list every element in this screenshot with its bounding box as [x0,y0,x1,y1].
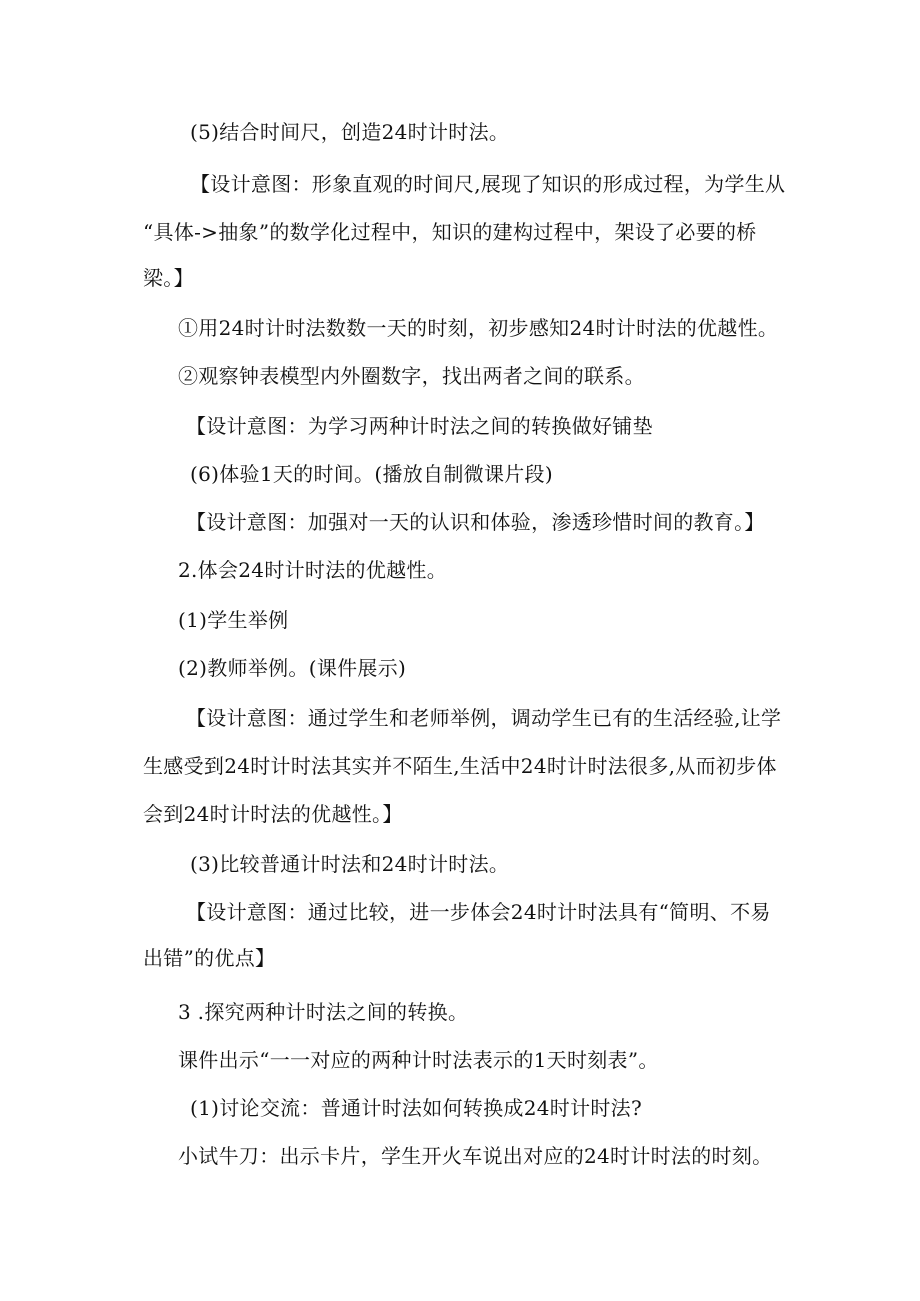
section-2-heading: 2.体会24时计时法的优越性。 [178,558,448,582]
design-intent-1-line-3: 梁。】 [143,266,194,290]
design-intent-1-line-1: 【设计意图：形象直观的时间尺,展现了知识的形成过程，为学生从 [190,172,786,196]
sub-step-2-text: ②观察钟表模型内外圈数字，找出两者之间的联系。 [178,364,645,388]
design-intent-3: 【设计意图：加强对一天的认识和体验，渗透珍惜时间的教育。】 [186,510,765,534]
design-intent-5-line-1: 【设计意图：通过比较，进一步体会24时计时法具有“简明、不易 [186,900,771,924]
design-intent-4-line-3: 会到24时计时法的优越性。】 [143,802,403,826]
section-2-item-2: (2)教师举例。(课件展示) [178,656,407,680]
design-intent-4-line-1: 【设计意图：通过学生和老师举例，调动学生已有的生活经验,让学 [186,706,782,730]
section-2-item-3: (3)比较普通计时法和24时计时法。 [190,852,510,876]
section-3-heading: 3 .探究两种计时法之间的转换。 [178,1000,469,1024]
step-5-text: (5)结合时间尺，创造24时计时法。 [190,120,510,144]
section-3-courseware-text: 课件出示“一一对应的两种计时法表示的1天时刻表”。 [178,1048,659,1072]
sub-step-1-text: ①用24时计时法数数一天的时刻，初步感知24时计时法的优越性。 [178,316,779,340]
section-3-item-1: (1)讨论交流：普通计时法如何转换成24时计时法? [190,1096,643,1120]
design-intent-4-line-2: 生感受到24时计时法其实并不陌生,生活中24时计时法很多,从而初步体 [143,754,777,778]
practice-text: 小试牛刀：出示卡片，学生开火车说出对应的24时计时法的时刻。 [178,1144,773,1168]
step-6-text: (6)体验1天的时间。(播放自制微课片段) [190,462,553,486]
design-intent-1-line-2: “具体->抽象”的数学化过程中，知识的建构过程中，架设了必要的桥 [143,220,757,244]
design-intent-2: 【设计意图：为学习两种计时法之间的转换做好铺垫 [186,414,653,438]
section-2-item-1: (1)学生举例 [178,608,289,632]
design-intent-5-line-2: 出错”的优点】 [143,946,276,970]
